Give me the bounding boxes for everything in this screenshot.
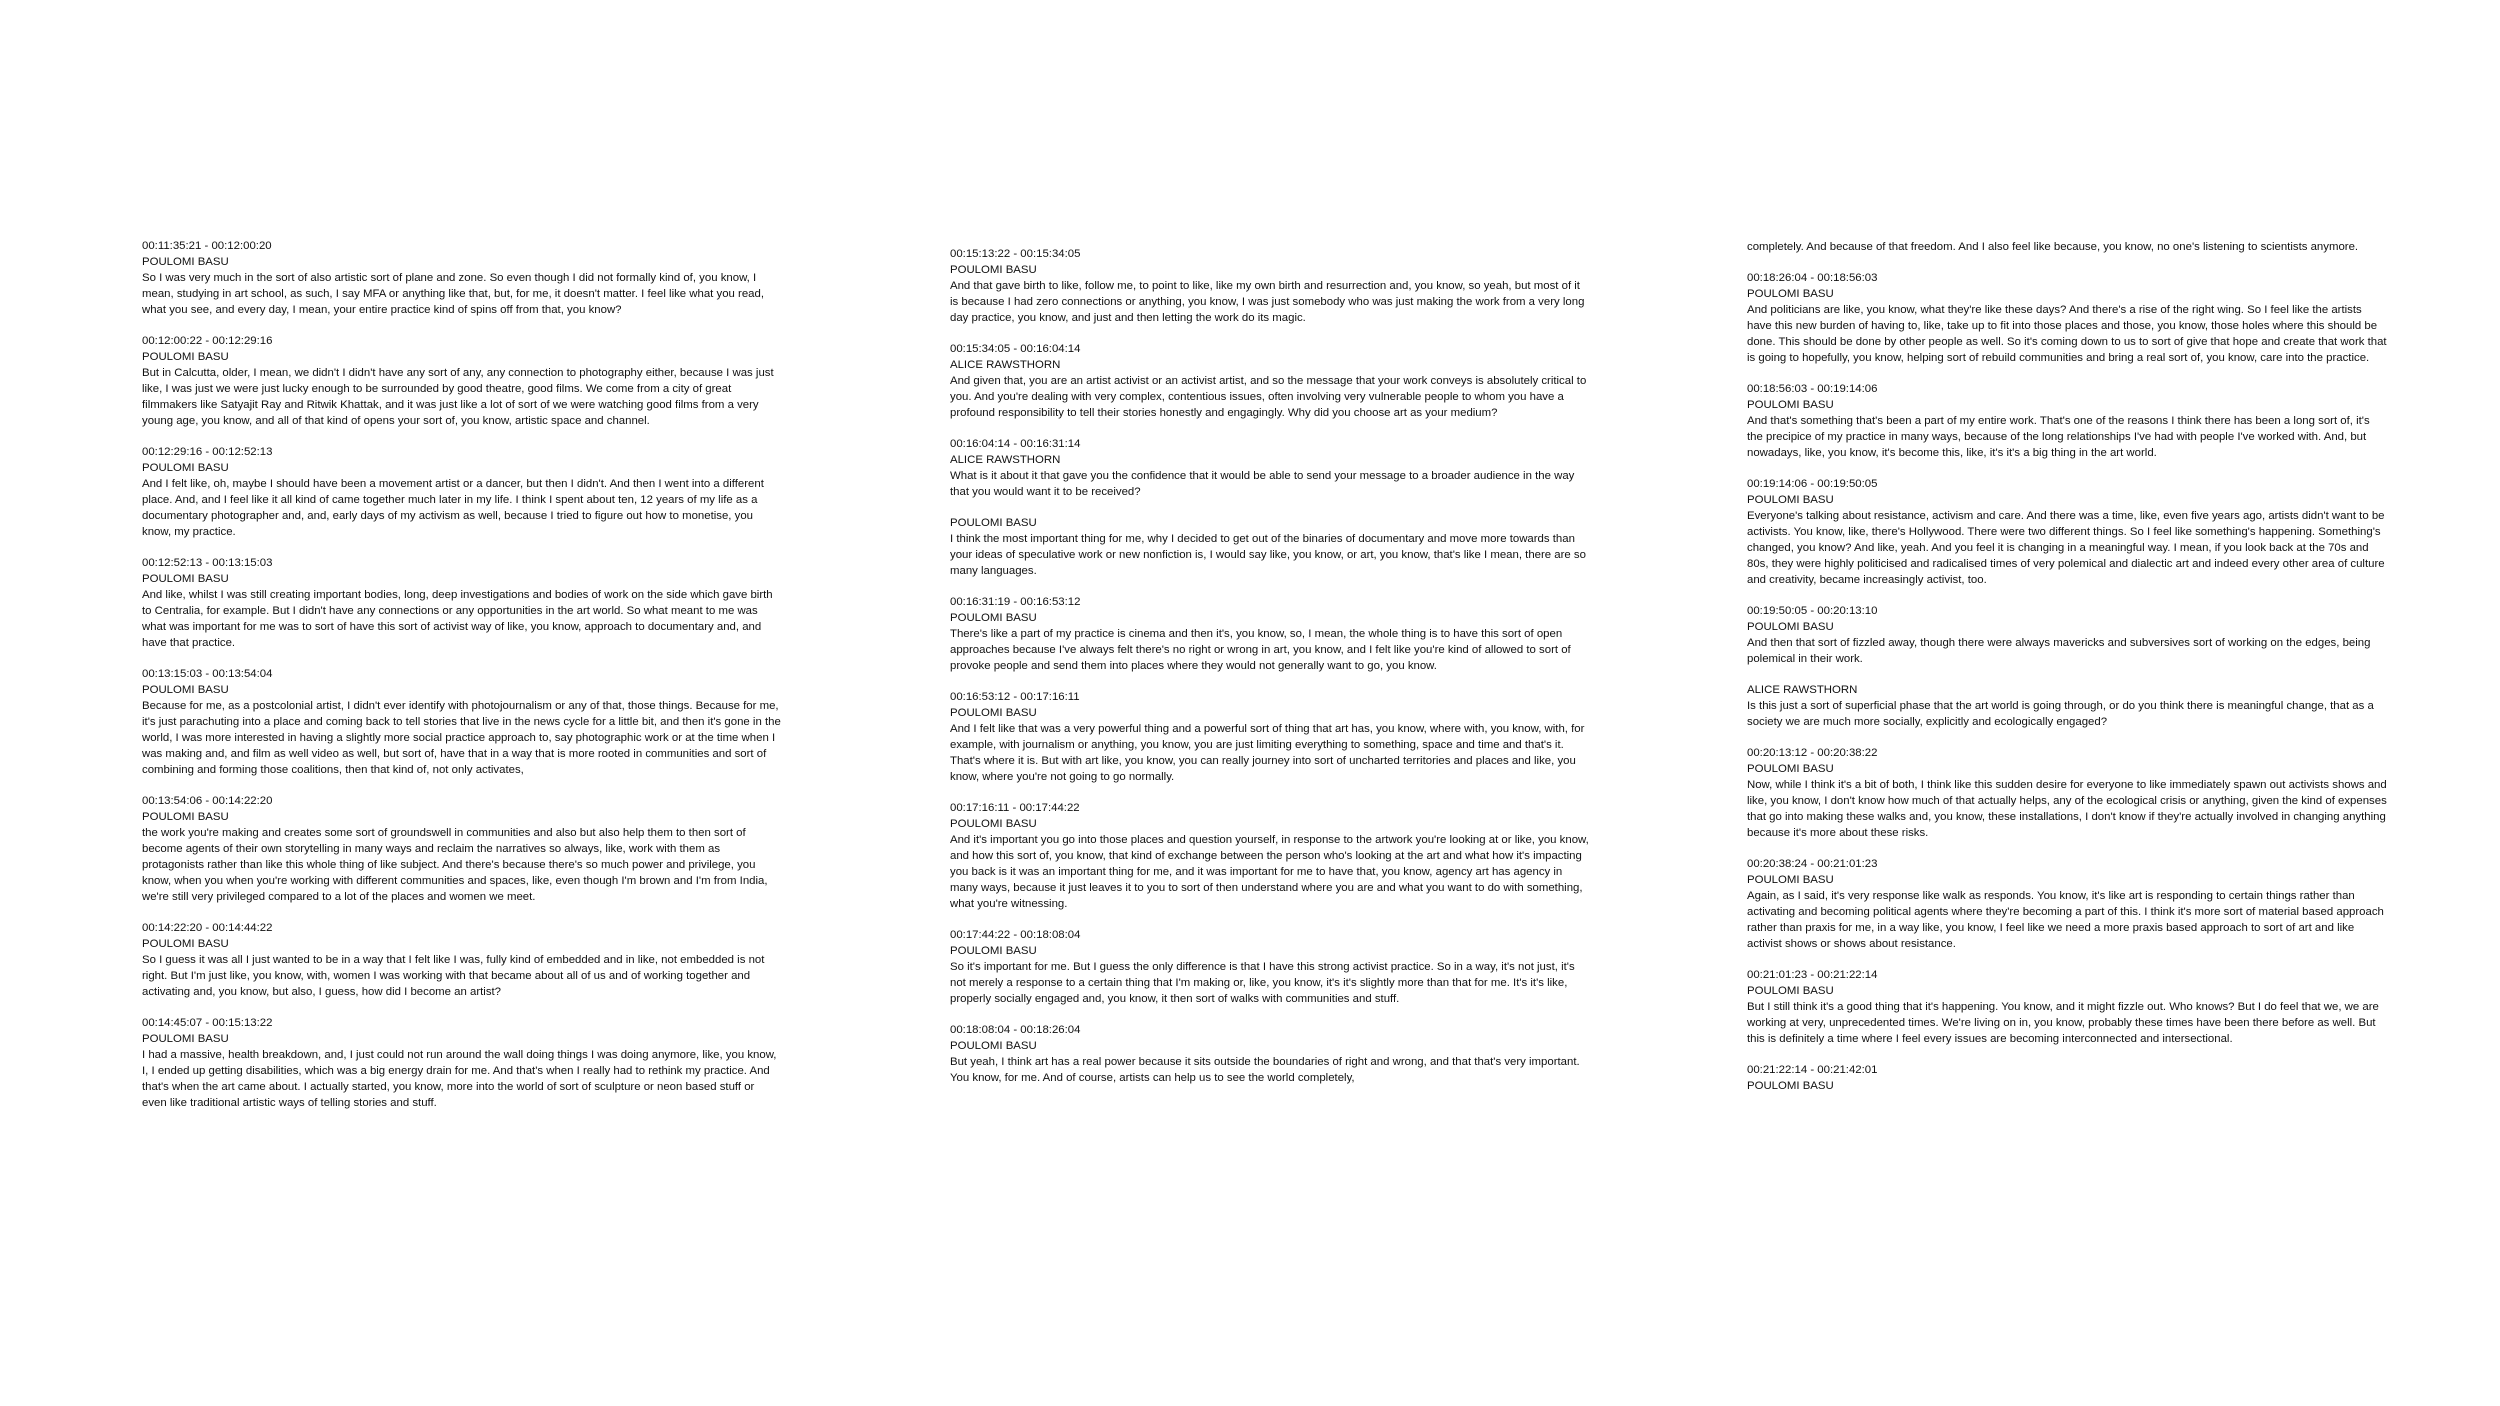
entry-speaker: ALICE RAWSTHORN <box>950 359 1061 371</box>
entry-speaker: POULOMI BASU <box>950 517 1037 529</box>
transcript-entry <box>950 927 1590 1007</box>
transcript-entry <box>950 800 1590 912</box>
entry-timestamp: 00:16:31:19 - 00:16:53:12 <box>950 596 1081 608</box>
transcript-column-3 <box>1747 239 2387 1109</box>
transcript-entry <box>950 594 1590 674</box>
transcript-entry <box>142 920 782 1000</box>
transcript-entry <box>142 1015 782 1111</box>
transcript-entry <box>1747 270 2387 366</box>
transcript-column-1 <box>142 238 782 1126</box>
entry-speaker: POULOMI BASU <box>142 1033 229 1045</box>
entry-speaker: POULOMI BASU <box>950 945 1037 957</box>
transcript-entry <box>142 238 782 318</box>
entry-timestamp: 00:18:08:04 - 00:18:26:04 <box>950 1024 1081 1036</box>
transcript-entry <box>142 793 782 905</box>
entry-speaker: POULOMI BASU <box>1747 288 1834 300</box>
transcript-entry <box>950 689 1590 785</box>
entry-timestamp: 00:11:35:21 - 00:12:00:20 <box>142 240 272 252</box>
entry-timestamp: 00:17:16:11 - 00:17:44:22 <box>950 802 1080 814</box>
entry-speaker: POULOMI BASU <box>142 684 229 696</box>
entry-timestamp: 00:12:00:22 - 00:12:29:16 <box>142 335 273 347</box>
entry-speaker: POULOMI BASU <box>142 256 229 268</box>
entry-speaker: POULOMI BASU <box>142 938 229 950</box>
entry-speaker: ALICE RAWSTHORN <box>1747 684 1858 696</box>
entry-text: Because for me, as a postcolonial artist, I didn't ever identify with photojournalism or any of that, those things. Because for me, it's just parachuting into a place and coming back to tell stories that live in the news cycle for a little bit, and then it's gone in the world, I was more interested in having a slightly more social practice approach to, say photographic work or at the time when I was making and, and film as well video as well, but sort of, have that in a way that is more rooted in communities and sort of combining and forming those coalitions, then that kind of, not only activates, <box>142 700 781 776</box>
entry-text: And politicians are like, you know, what they're like these days? And there's a rise of the right wing. So I feel like the artists have this new burden of having to, like, take up to fit into those places and those, you know, those holes where this should be done. This should be done by other people as well. So it's coming down to us to sort of give that hope and create that work that is going to hopefully, you know, helping sort of rebuild communities and bring a real sort of, you know, care into the practice. <box>1747 304 2387 364</box>
transcript-entry <box>950 1022 1590 1086</box>
transcript-entry <box>142 555 782 651</box>
entry-timestamp: 00:14:45:07 - 00:15:13:22 <box>142 1017 273 1029</box>
entry-speaker: POULOMI BASU <box>1747 621 1834 633</box>
entry-speaker: POULOMI BASU <box>950 1040 1037 1052</box>
entry-speaker: POULOMI BASU <box>950 818 1037 830</box>
entry-timestamp: 00:18:26:04 - 00:18:56:03 <box>1747 272 1878 284</box>
entry-text: And then that sort of fizzled away, though there were always mavericks and subversives sort of working on the edges, being polemical in their work. <box>1747 637 2371 665</box>
entry-speaker: POULOMI BASU <box>142 573 229 585</box>
entry-text: But I still think it's a good thing that it's happening. You know, and it might fizzle out. Who knows? But I do feel that we, we are working at very, unprecedented times. We're living on in, you know, probably these times have been there before as well. But this is definitely a time where I feel every issues are becoming interconnected and intersectional. <box>1747 1001 2379 1045</box>
entry-timestamp: 00:16:04:14 - 00:16:31:14 <box>950 438 1081 450</box>
entry-text: But in Calcutta, older, I mean, we didn't I didn't have any sort of any, any connection to photography either, because I was just like, I was just we were just lucky enough to be surrounded by good theatre, good films. We come from a city of great filmmakers like Satyajit Ray and Ritwik Khattak, and it was just like a lot of sort of we were watching good films from a very young age, you know, and all of that kind of opens your sort of, you know, artistic space and channel. <box>142 367 774 427</box>
transcript-entry <box>950 436 1590 500</box>
entry-speaker: POULOMI BASU <box>950 707 1037 719</box>
entry-speaker: ALICE RAWSTHORN <box>950 454 1061 466</box>
entry-text: What is it about it that gave you the confidence that it would be able to send your message to a broader audience in the way that you would want it to be received? <box>950 470 1575 498</box>
entry-text: And that's something that's been a part of my entire work. That's one of the reasons I think there has been a long sort of, it's the precipice of my practice in many ways, because of the long relationships I've had with people I've worked with. And, but nowadays, like, you know, it's become this, like, it's it's a big thing in the art world. <box>1747 415 2370 459</box>
entry-text: Now, while I think it's a bit of both, I think like this sudden desire for everyone to like immediately spawn out activists shows and like, you know, I don't know how much of that actually helps, any of the ecological crisis or anything, given the kind of expenses that go into making these walks and, you know, these installations, I don't know if they're actually involved in changing anything because it's more about these risks. <box>1747 779 2387 839</box>
entry-text: Is this just a sort of superficial phase that the art world is going through, or do you think there is meaningful change, that as a society we are much more socially, explicitly and ecologically engaged? <box>1747 700 2374 728</box>
entry-speaker: POULOMI BASU <box>1747 1080 1834 1092</box>
entry-timestamp: 00:19:50:05 - 00:20:13:10 <box>1747 605 1878 617</box>
entry-timestamp: 00:13:54:06 - 00:14:22:20 <box>142 795 273 807</box>
entry-text: And I felt like, oh, maybe I should have been a movement artist or a dancer, but then I didn't. And then I went into a different place. And, and I feel like it all kind of came together much later in my life. I think I spent about ten, 12 years of my life as a documentary photographer and, and, early days of my activism as well, because I tried to figure out how to monetise, you know, my practice. <box>142 478 764 538</box>
entry-speaker: POULOMI BASU <box>142 462 229 474</box>
entry-text: Again, as I said, it's very response like walk as responds. You know, it's like art is responding to certain things rather than activating and becoming political agents where they're becoming a part of this. I think it's more sort of material based approach rather than praxis for me, in a way like, you know, I feel like we need a more praxis based approach to sort of art and like activist shows or shows about resistance. <box>1747 890 2384 950</box>
transcript-entry <box>1747 1062 2387 1094</box>
entry-text: And it's important you go into those places and question yourself, in response to the artwork you're looking at or like, you know, and how this sort of, you know, that kind of exchange between the person who's looking at the art and what how it's impacting you back is it was an important thing for me, and it was important for me to have that, you know, agency art has agency in many ways, because it just leaves it to you to sort of then understand where you are and what you want to do with something, what you're witnessing. <box>950 834 1589 910</box>
entry-speaker: POULOMI BASU <box>950 264 1037 276</box>
entry-timestamp: 00:15:34:05 - 00:16:04:14 <box>950 343 1081 355</box>
transcript-entry <box>142 333 782 429</box>
transcript-entry <box>1747 476 2387 588</box>
transcript-column-2 <box>950 246 1590 1101</box>
transcript-entry <box>950 246 1590 326</box>
entry-text: And like, whilst I was still creating important bodies, long, deep investigations and bodies of work on the side which gave birth to Centralia, for example. But I didn't have any connections or any opportunities in the art world. So what meant to me was what was important for me was to sort of have this sort of activist way of like, you know, approach to documentary and, and have that practice. <box>142 589 773 649</box>
transcript-entry <box>1747 967 2387 1047</box>
transcript-entry <box>950 341 1590 421</box>
entry-text: So I guess it was all I just wanted to be in a way that I felt like I was, fully kind of embedded and in like, not embedded is not right. But I'm just like, you know, with, women I was working with that became about all of us and of working together and activating and, you know, but also, I guess, how did I become an artist? <box>142 954 765 998</box>
entry-speaker: POULOMI BASU <box>950 612 1037 624</box>
entry-speaker: POULOMI BASU <box>1747 874 1834 886</box>
entry-text: I had a massive, health breakdown, and, I just could not run around the wall doing things I was doing anymore, like, you know, I, I ended up getting disabilities, which was a big energy drain for me. And that's when I really had to rethink my practice. And that's when the art came about. I actually started, you know, more into the world of sort of sculpture or neon based stuff or even like traditional artistic ways of telling stories and stuff. <box>142 1049 777 1109</box>
entry-text: And I felt like that was a very powerful thing and a powerful sort of thing that art has, you know, where with, you know, with, for example, with journalism or anything, you know, you are just limiting everything to something, space and time and that's it. That's where it is. But with art like, you know, you can really journey into sort of uncharted territories and places and like, you know, where you're not going to go normally. <box>950 723 1585 783</box>
entry-timestamp: 00:19:14:06 - 00:19:50:05 <box>1747 478 1878 490</box>
transcript-entry <box>1747 682 2387 730</box>
entry-timestamp: 00:17:44:22 - 00:18:08:04 <box>950 929 1081 941</box>
entry-text: Everyone's talking about resistance, activism and care. And there was a time, like, even five years ago, artists didn't want to be activists. You know, like, there's Hollywood. There were two different things. So I feel like something's happening. Something's changed, you know? And like, yeah. And you feel it is changing in a meaningful way. I mean, if you look back at the 70s and 80s, they were highly politicised and radicalised times of very polemical and dialectic art and indeed every other area of culture and creativity, became increasingly activist, too. <box>1747 510 2385 586</box>
entry-speaker: POULOMI BASU <box>142 811 229 823</box>
transcript-entry <box>142 444 782 540</box>
transcript-entry <box>1747 745 2387 841</box>
entry-timestamp: 00:12:52:13 - 00:13:15:03 <box>142 557 273 569</box>
entry-text: I think the most important thing for me, why I decided to get out of the binaries of documentary and move more towards than your ideas of speculative work or new nonfiction is, I would say like, you know, or art, you know, that's like I mean, there are so many languages. <box>950 533 1586 577</box>
entry-timestamp: 00:20:13:12 - 00:20:38:22 <box>1747 747 1878 759</box>
entry-speaker: POULOMI BASU <box>1747 763 1834 775</box>
transcript-entry <box>1747 856 2387 952</box>
entry-text: So it's important for me. But I guess the only difference is that I have this strong activist practice. So in a way, it's not just, it's not merely a response to a certain thing that I'm making or, like, you know, it's it's slightly more than that for me. It's it's like, properly socially engaged and, you know, it then sort of walks with communities and stuff. <box>950 961 1575 1005</box>
entry-text: So I was very much in the sort of also artistic sort of plane and zone. So even though I did not formally kind of, you know, I mean, studying in art school, as such, I say MFA or anything like that, but, for me, it doesn't matter. I feel like what you read, what you see, and every day, I mean, your entire practice kind of spins off from that, you know? <box>142 272 765 316</box>
entry-speaker: POULOMI BASU <box>1747 399 1834 411</box>
transcript-entry <box>950 515 1590 579</box>
entry-timestamp: 00:16:53:12 - 00:17:16:11 <box>950 691 1080 703</box>
entry-speaker: POULOMI BASU <box>1747 494 1834 506</box>
entry-text: the work you're making and creates some sort of groundswell in communities and also but also help them to then sort of become agents of their own storytelling in many ways and reclaim the narratives so always, like, work with them as protagonists rather than like this whole thing of like subject. And there's because there's so much power and privilege, you know, when you when you're working with different communities and spaces, like, even though I'm brown and I'm from India, we're still very privileged compared to a lot of the places and women we meet. <box>142 827 768 903</box>
entry-timestamp: 00:20:38:24 - 00:21:01:23 <box>1747 858 1878 870</box>
entry-timestamp: 00:14:22:20 - 00:14:44:22 <box>142 922 273 934</box>
transcript-entry <box>142 666 782 778</box>
entry-timestamp: 00:21:22:14 - 00:21:42:01 <box>1747 1064 1878 1076</box>
entry-timestamp: 00:18:56:03 - 00:19:14:06 <box>1747 383 1878 395</box>
entry-speaker: POULOMI BASU <box>142 351 229 363</box>
entry-text: But yeah, I think art has a real power because it sits outside the boundaries of right and wrong, and that that's very important. You know, for me. And of course, artists can help us to see the world completely, <box>950 1056 1580 1084</box>
entry-timestamp: 00:13:15:03 - 00:13:54:04 <box>142 668 273 680</box>
entry-timestamp: 00:21:01:23 - 00:21:22:14 <box>1747 969 1878 981</box>
entry-text: There's like a part of my practice is cinema and then it's, you know, so, I mean, the whole thing is to have this sort of open approaches because I've always felt there's no right or wrong in art, you know, and I felt like you're kind of allowed to sort of provoke people and send them into places where they would not generally want to go, you know. <box>950 628 1571 672</box>
entry-timestamp: 00:12:29:16 - 00:12:52:13 <box>142 446 273 458</box>
transcript-entry <box>1747 603 2387 667</box>
entry-timestamp: 00:15:13:22 - 00:15:34:05 <box>950 248 1081 260</box>
continuation-text: completely. And because of that freedom. And I also feel like because, you know, no one's listening to scientists anymore. <box>1747 241 2359 253</box>
transcript-entry <box>1747 381 2387 461</box>
entry-text: And that gave birth to like, follow me, to point to like, like my own birth and resurrection and, you know, so yeah, but most of it is because I had zero connections or anything, you know, I was just somebody who was just making the work from a very long day practice, you know, and just and then letting the work do its magic. <box>950 280 1585 324</box>
entry-speaker: POULOMI BASU <box>1747 985 1834 997</box>
entry-text: And given that, you are an artist activist or an activist artist, and so the message that your work conveys is absolutely critical to you. And you're dealing with very complex, contentious issues, often involving very vulnerable people to whom you have a profound responsibility to tell their stories honestly and engagingly. Why did you choose art as your medium? <box>950 375 1587 419</box>
